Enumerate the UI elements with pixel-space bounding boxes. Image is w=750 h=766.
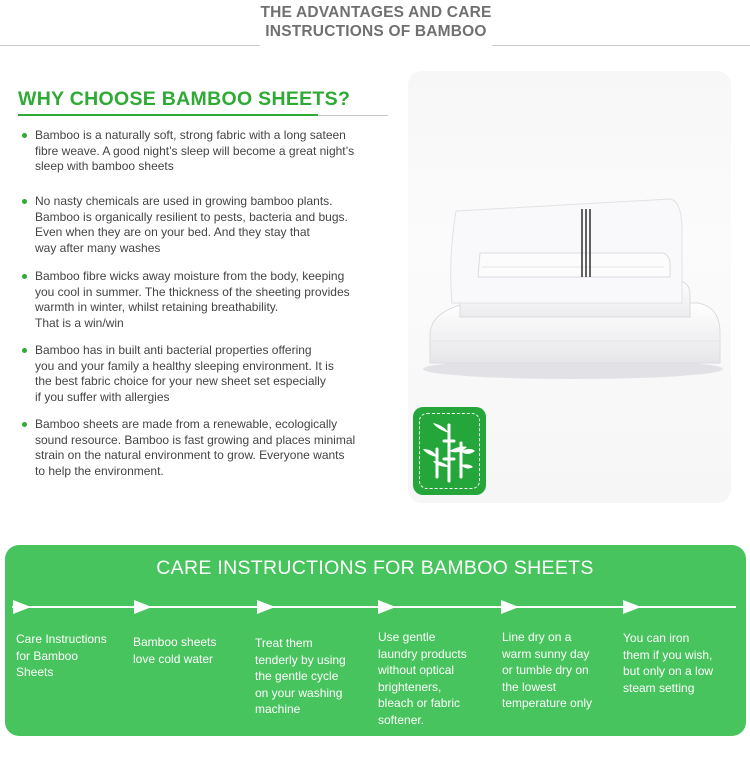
arrow-right-icon xyxy=(623,600,641,614)
care-title: CARE INSTRUCTIONS FOR BAMBOO SHEETS xyxy=(156,557,594,579)
care-step-4: Use gentle laundry products without optical brighteners, bleach or fabric softener. xyxy=(378,630,467,727)
care-step-1: Care Instructions for Bamboo Sheets xyxy=(16,632,107,679)
bullet-dot-icon xyxy=(22,348,27,353)
arrow-right-icon xyxy=(13,600,31,614)
list-item-text: Bamboo fibre wicks away moisture from the body, keeping you cool in summer. The thickness of the sheeting provides warmth in winter, whilst retaining breathability. That is a win/win xyxy=(35,269,350,330)
why-title: WHY CHOOSE BAMBOO SHEETS? xyxy=(18,88,351,110)
arrow-right-icon xyxy=(257,600,275,614)
bullet-dot-icon xyxy=(22,422,27,427)
bullet-dot-icon xyxy=(22,133,27,138)
list-item-text: Bamboo sheets are made from a renewable, ecologically sound resource. Bamboo is fast growing and places minimal strain on the natural environment to grow. Everyone wants to help the environment. xyxy=(35,417,356,478)
bamboo-badge xyxy=(413,407,486,495)
arrow-right-icon xyxy=(378,600,396,614)
list-item xyxy=(22,343,392,405)
page-header xyxy=(260,0,492,46)
list-item xyxy=(22,128,392,175)
list-item xyxy=(22,417,392,479)
list-item-text: Bamboo is a naturally soft, strong fabric with a long sateen fibre weave. A good night’s sleep will become a great night’s sleep with bamboo sheets xyxy=(35,128,355,173)
care-step-5: Line dry on a warm sunny day or tumble dry on the lowest temperature only xyxy=(502,630,593,710)
header-line-1: THE ADVANTAGES AND CARE xyxy=(260,4,492,21)
care-step-3: Treat them tenderly by using the gentle cycle on your washing machine xyxy=(255,636,346,716)
arrow-right-icon xyxy=(501,600,519,614)
header-line-2: INSTRUCTIONS OF BAMBOO xyxy=(265,23,487,40)
list-item xyxy=(22,269,392,331)
why-divider-accent xyxy=(18,114,318,116)
care-step-2: Bamboo sheets love cold water xyxy=(133,635,217,666)
bullet-dot-icon xyxy=(22,274,27,279)
care-step-6: You can iron them if you wish, but only on a low steam setting xyxy=(623,631,714,695)
list-item-text: No nasty chemicals are used in growing bamboo plants. Bamboo is organically resilient to pests, bacteria and bugs. Even when they are on your bed. And they stay that way after many washes xyxy=(35,194,348,255)
list-item-text: Bamboo has in built anti bacterial properties offering you and your family a healthy sleeping environment. It is the best fabric choice for your new sheet set especially if you suffer with allergies xyxy=(35,343,334,404)
bullet-dot-icon xyxy=(22,199,27,204)
arrow-right-icon xyxy=(134,600,152,614)
bamboo-icon xyxy=(413,407,486,495)
list-item xyxy=(22,194,392,256)
